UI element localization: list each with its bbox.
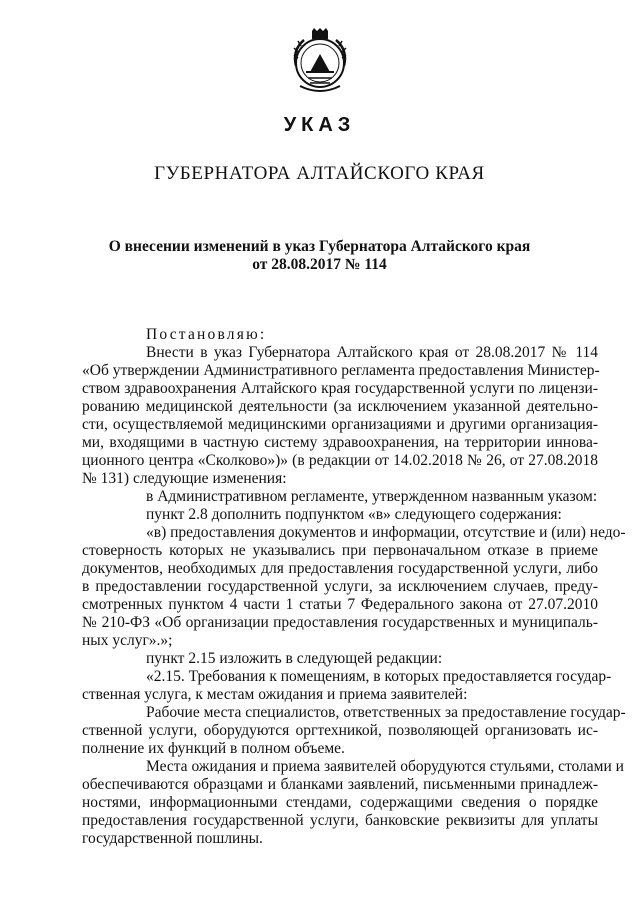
para-4-line: «в) предоставления документов и информации, отсутствие и (или) недо-	[146, 524, 626, 541]
para-4-line: смотренных пунктом 4 части 1 статьи 7 Федерального закона от 27.07.2010	[82, 596, 598, 613]
para-1-line: ми, входящими в частную систему здравоохранения, на территории иннова-	[82, 434, 598, 451]
para-4-line: № 210-ФЗ «Об организации предоставления государственных и муниципаль-	[82, 614, 598, 631]
para-7-line: полнение их функций в полном объеме.	[82, 740, 345, 757]
para-4-line: в предоставлении государственной услуги, за исключением случаев, преду-	[82, 578, 598, 595]
para-6-line: ственная услуга, к местам ожидания и приема заявителей:	[82, 686, 468, 703]
para-1-line: рованию медицинской деятельности (за исключением указанной деятельно-	[82, 398, 598, 415]
para-3: пункт 2.8 дополнить подпунктом «в» следующего содержания:	[146, 506, 562, 523]
altai-krai-coat-of-arms-icon	[286, 28, 354, 96]
para-5: пункт 2.15 изложить в следующей редакции:	[146, 650, 443, 667]
para-4-line: ных услуг».»;	[82, 632, 173, 649]
para-2: в Административном регламенте, утвержденном названным указом:	[146, 488, 598, 505]
para-1-line: сти, осуществляемой медицинскими организациями и другими организация-	[82, 416, 598, 433]
para-8-line: Места ожидания и приема заявителей оборудуются стульями, столами и	[146, 758, 624, 775]
para-4-line: документов, необходимых для предоставления государственной услуги, либо	[82, 560, 598, 577]
para-6-line: «2.15. Требования к помещениям, в которых предоставляется государ-	[146, 668, 612, 685]
document-type: УКАЗ	[283, 114, 356, 136]
subject-line-1: О внесении изменений в указ Губернатора Алтайского края	[108, 238, 531, 255]
para-8-line: обеспечиваются образцами и бланками заявлений, письменными принадлеж-	[82, 776, 598, 793]
para-7-line: Рабочие места специалистов, ответственных за предоставление государ-	[146, 704, 626, 721]
document-subject	[100, 238, 539, 274]
para-4-line: стоверность которых не указывались при первоначальном отказе в приеме	[82, 542, 598, 559]
para-1-line: ционного центра «Сколково»)» (в редакции от 14.02.2018 № 26, от 27.08.2018	[82, 452, 598, 469]
para-1-line: Внести в указ Губернатора Алтайского края от 28.08.2017 № 114	[146, 344, 598, 361]
decree-opening: Постановляю:	[146, 326, 267, 343]
para-8-line: предоставления государственной услуги, банковские реквизиты для уплаты	[82, 812, 598, 829]
para-1-line: «Об утверждении Административного регламента предоставления Министер-	[82, 362, 600, 379]
para-7-line: ственной услуги, оборудуются оргтехникой, позволяющей организовать ис-	[82, 722, 598, 739]
para-1-line: № 131) следующие изменения:	[82, 470, 287, 487]
document-body	[82, 326, 626, 848]
subject-line-2: от 28.08.2017 № 114	[252, 256, 387, 273]
issuer-title: ГУБЕРНАТОРА АЛТАЙСКОГО КРАЯ	[154, 163, 485, 184]
para-8-line: государственной пошлины.	[82, 830, 263, 847]
para-1-line: ством здравоохранения Алтайского края государственной услуги по лицензи-	[82, 380, 598, 397]
para-8-line: ностями, информационными стендами, содержащими сведения о порядке	[82, 794, 598, 811]
